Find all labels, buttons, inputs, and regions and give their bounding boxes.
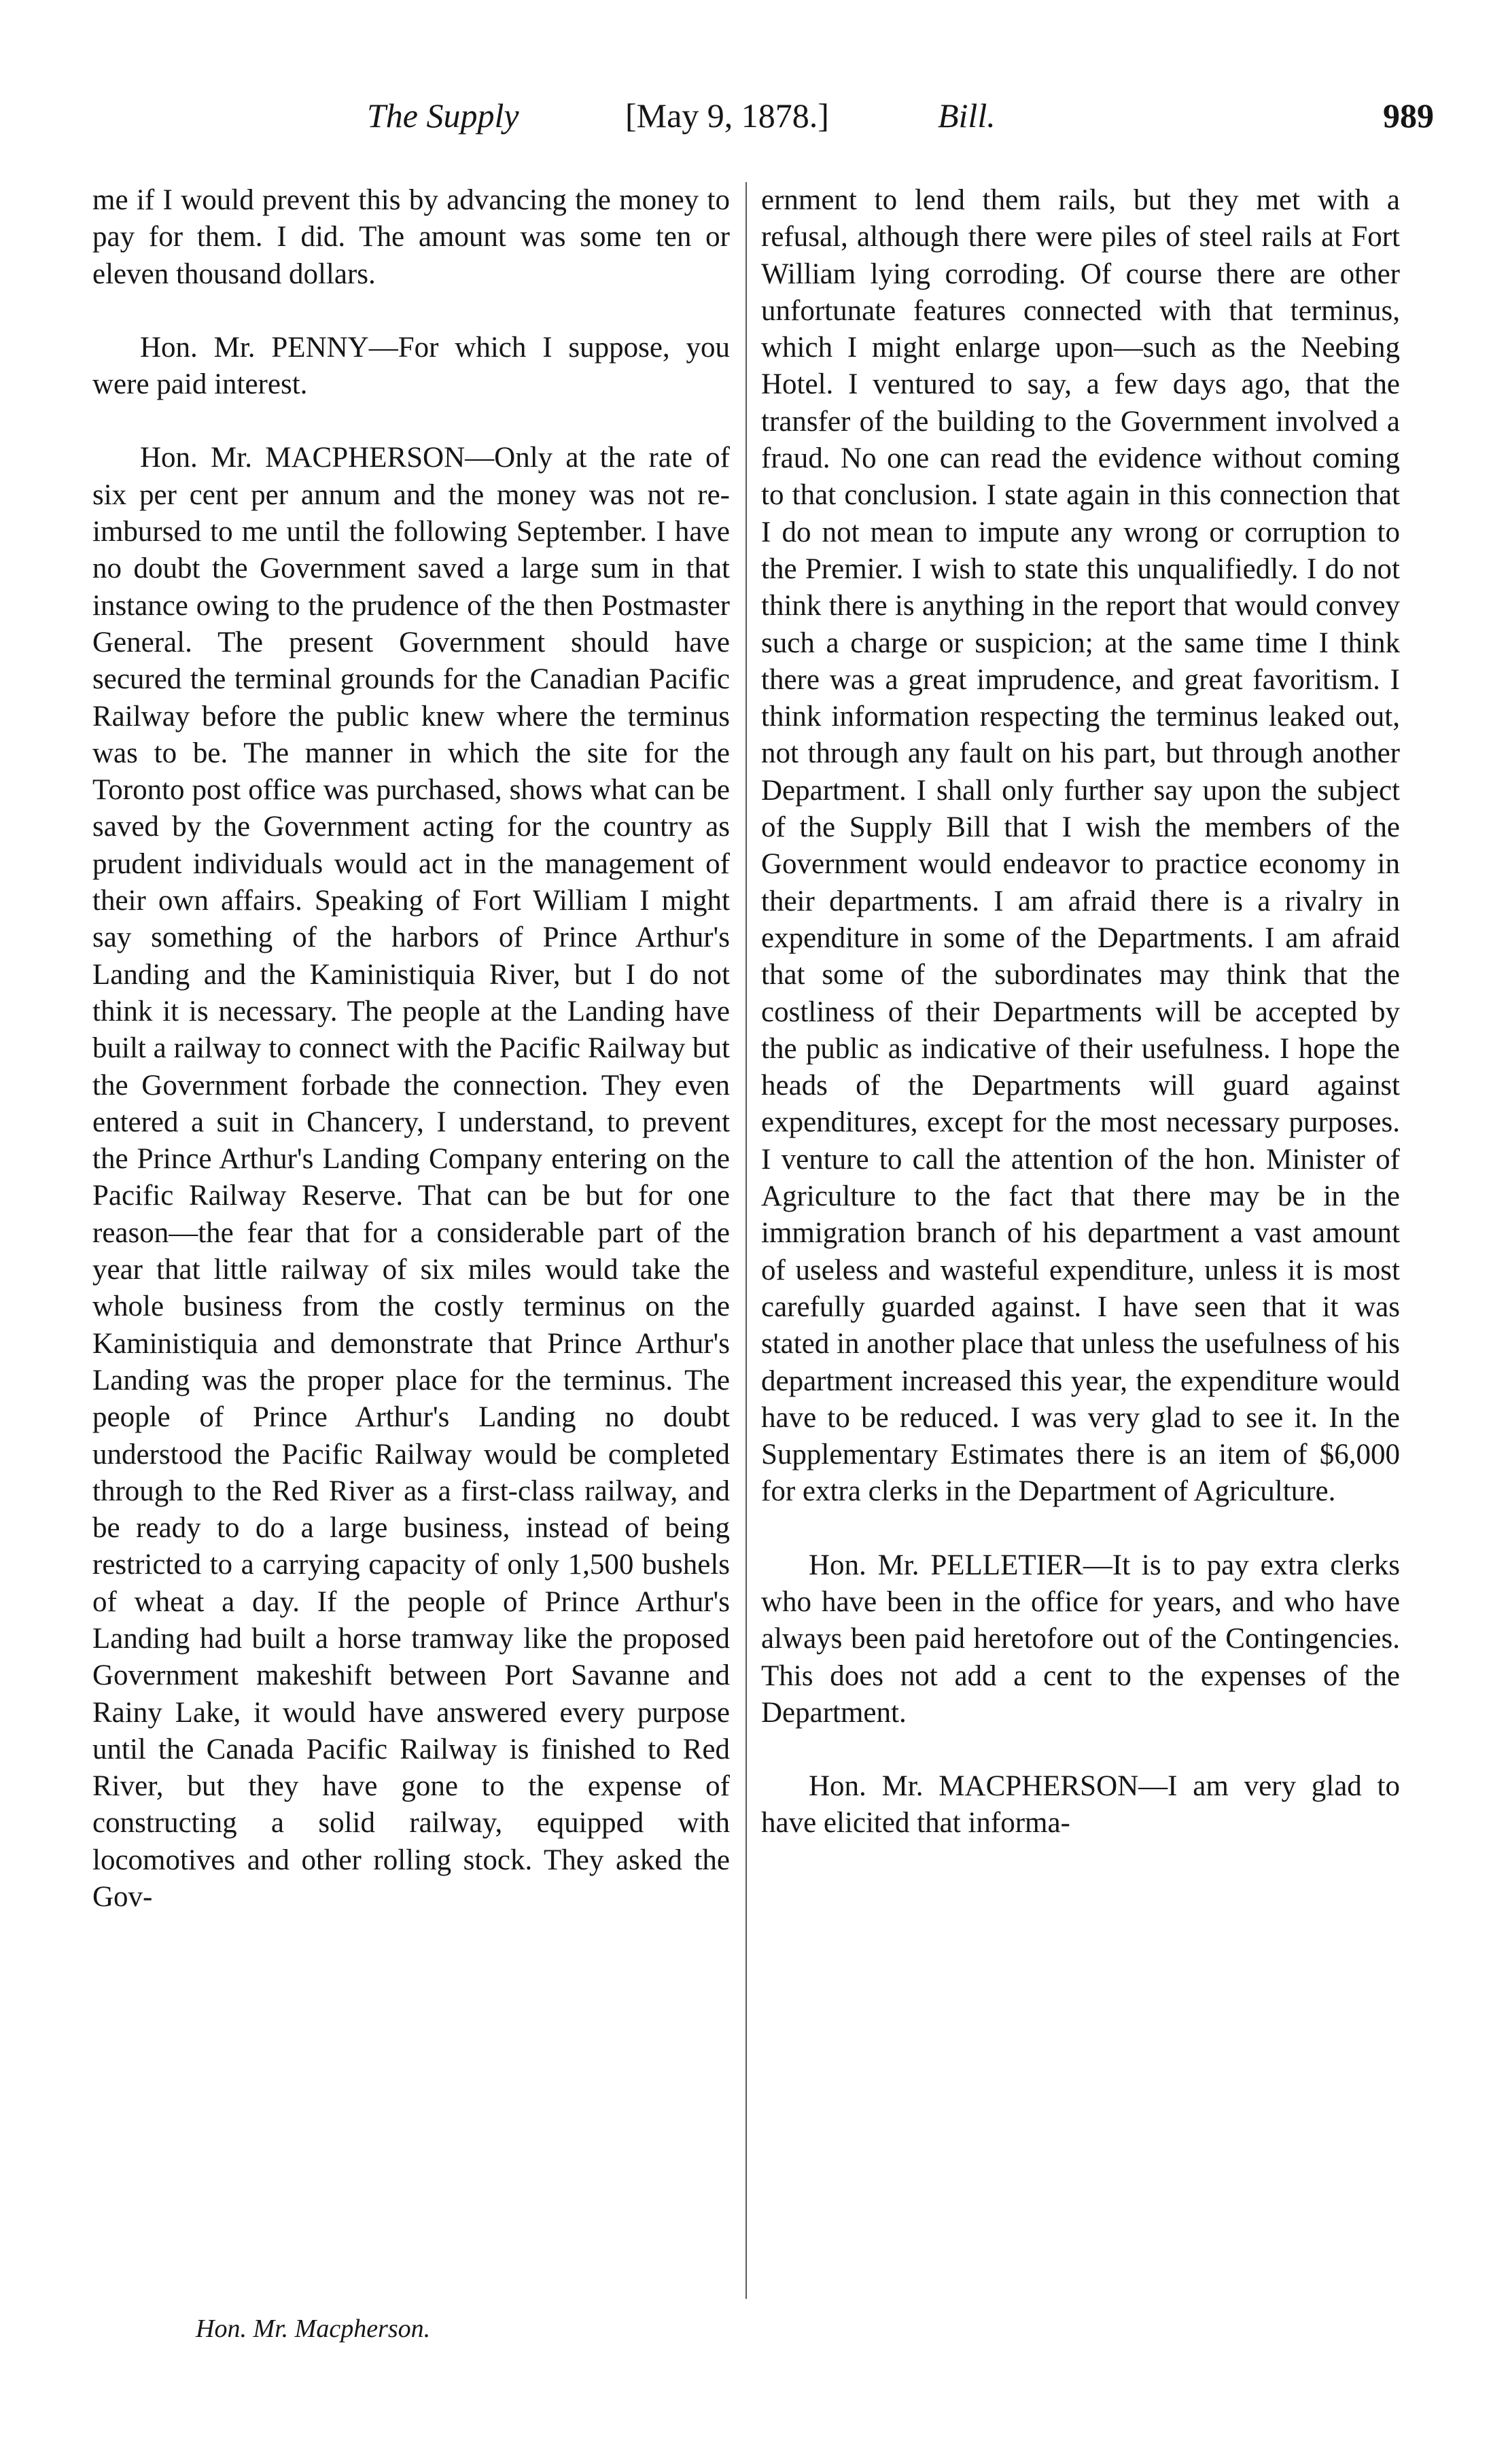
speech-penny: Hon. Mr. PENNY—For which I suppose, you were paid interest.: [92, 331, 730, 401]
speech-macpherson-reply: Hon. Mr. MACPHERSON—I am very glad to have elicited that informa-: [761, 1770, 1400, 1840]
sitting-date: [May 9, 1878.]: [625, 96, 829, 135]
running-title: The Supply: [367, 96, 519, 135]
page-number: 989: [1383, 96, 1434, 135]
speech-macpherson: Hon. Mr. MACPHERSON—Only at the rate of six per cent per annum and the money was not re-imbursed to me until the following September. I have no doubt the Government saved a large sum in that instance owing to the prudence of the then Postmaster General. The present Government should have secured the terminal grounds for the Canadian Pacific Railway before the public knew where the terminus was to be. The manner in which the site for the Toronto post office was purchased, shows what can be saved by the Government acting for the country as prudent individuals would act in the management of their own affairs. Speaking of Fort William I might say something of the harbors of Prince Arthur's Landing and the Kaministiquia River, but I do not think it is necessary. The people at the Landing have built a railway to connect with the Pacific Railway but the Government forbade the connection. They even entered a suit in Chancery, I understand, to prevent the Prince Arthur's Landing Company entering on the Pacific Railway Reserve. That can be but for one reason—the fear that for a considerable part of the year that little railway of six miles would take the whole business from the costly terminus on the Kaministiquia and demonstrate that Prince Arthur's Landing was the proper place for the terminus. The people of Prince Arthur's Landing no doubt understood the Pacific Railway would be completed through to the Red River as a first-class railway, and be ready to do a large business, instead of being restricted to a carrying capacity of only 1,500 bushels of wheat a day. If the people of Prince Arthur's Landing had built a horse tramway like the proposed Government makeshift between Port Savanne and Rainy Lake, it would have answered every purpose until the Canada Pacific Railway is finished to Red River, but they have gone to the expense of constructing a solid railway, equipped with locomotives and other rolling stock. They asked the Gov-: [92, 442, 730, 1914]
continued-paragraph: me if I would prevent this by advancing the money to pay for them. I did. The amount was some ten or eleven thousand dollars.: [92, 184, 730, 290]
page-header: [367, 92, 1434, 139]
speech-pelletier: Hon. Mr. PELLETIER—It is to pay extra clerks who have been in the office for years, and who have always been paid heretofore out of the Contingencies. This does not add a cent to the expenses of the Department.: [761, 1549, 1400, 1729]
left-column: [92, 182, 730, 1916]
footer-running-name: Hon. Mr. Macpherson.: [196, 2315, 431, 2343]
right-column: [761, 182, 1400, 1842]
column-divider: [746, 182, 747, 2299]
running-subtitle: Bill.: [938, 96, 996, 135]
continued-paragraph-right: ernment to lend them rails, but they met with a refusal, although there were piles of steel rails at Fort William lying corroding. Of course there are other unfortunate features connected with that terminus, which I might enlarge upon—such as the Neebing Hotel. I ventured to say, a few days ago, that the transfer of the building to the Government involved a fraud. No one can read the evidence without coming to that conclusion. I state again in this connection that I do not mean to impute any wrong or corruption to the Premier. I wish to state this unqualifiedly. I do not think there is anything in the report that would convey such a charge or suspicion; at the same time I think there was a great imprudence, and great favoritism. I think information respecting the terminus leaked out, not through any fault on his part, but through another Department. I shall only further say upon the subject of the Supply Bill that I wish the members of the Government would endeavor to practice economy in their departments. I am afraid there is a rivalry in expenditure in some of the Departments. I am afraid that some of the subordinates may think that the costliness of their Departments will be accepted by the public as indicative of their usefulness. I hope the heads of the Departments will guard against expenditures, except for the most necessary purposes. I venture to call the attention of the hon. Minister of Agriculture to the fact that there may be in the immigration branch of his department a vast amount of useless and wasteful expenditure, unless it is most carefully guarded against. I have seen that it was stated in another place that unless the usefulness of his department increased this year, the expenditure would have to be reduced. I was very glad to see it. In the Supplementary Estimates there is an item of $6,000 for extra clerks in the Department of Agriculture.: [761, 184, 1400, 1508]
